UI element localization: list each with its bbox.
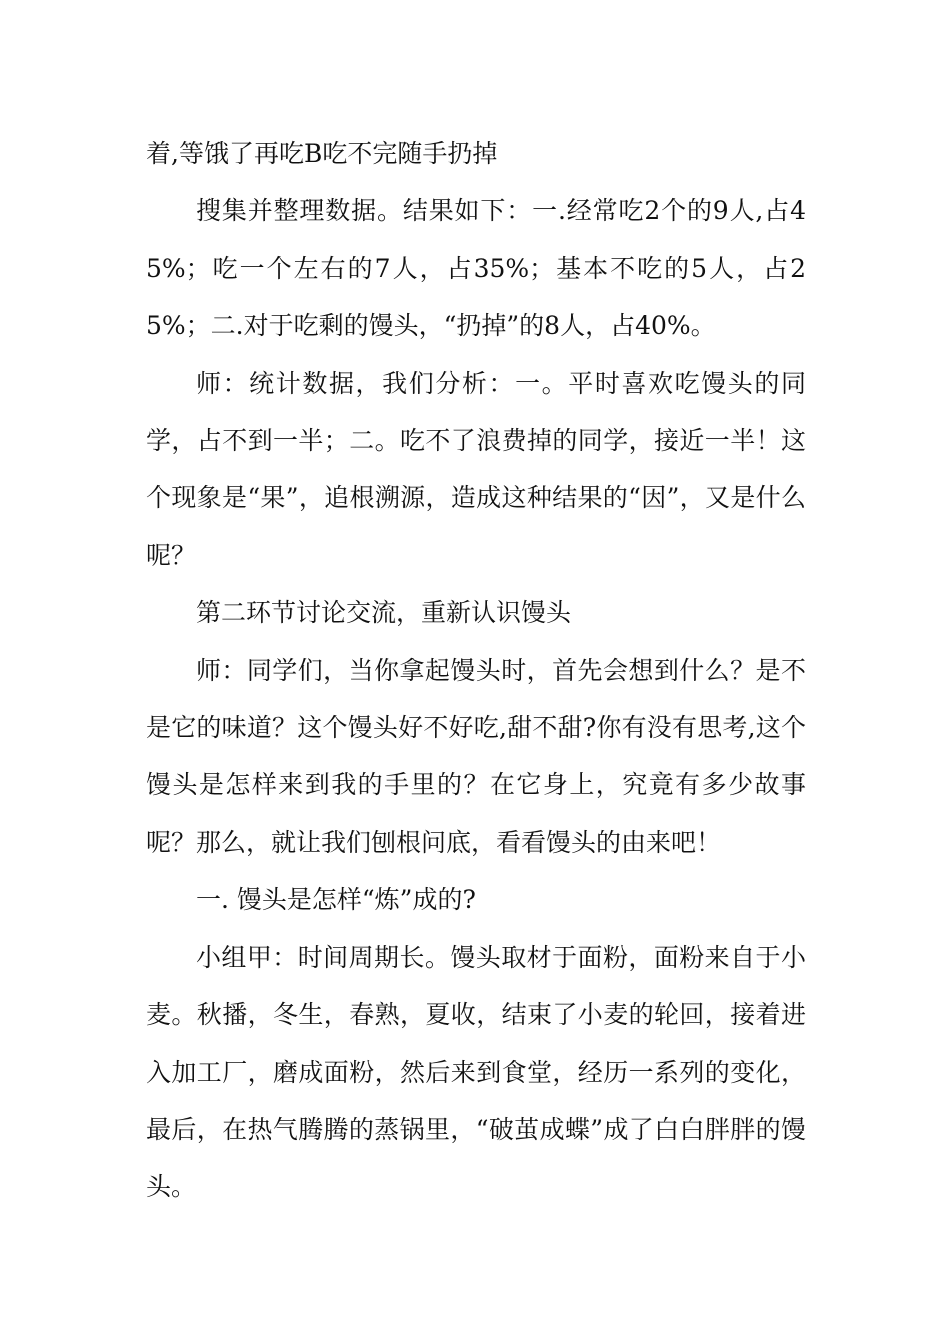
- subsection-heading: 一. 馒头是怎样“炼”成的?: [196, 885, 476, 915]
- body-text: [146, 125, 806, 1216]
- paragraph-5: 小组甲：时间周期长。馒头取材于面粉，面粉来自于小麦。秋播，冬生，春熟，夏收，结束了小麦的轮回，接着进入加工厂，磨成面粉，然后来到食堂，经历一系列的变化，最后，在热气腾腾的蒸锅里，“破茧成蝶”成了白白胖胖的馒头。: [146, 942, 806, 1202]
- paragraph-4: 师：同学们，当你拿起馒头时，首先会想到什么？是不是它的味道？这个馒头好不好吃,甜不甜?你有没有思考,这个馒头是怎样来到我的手里的？在它身上，究竟有多少故事呢？那么，就让我们刨根问底，看看馒头的由来吧！: [146, 655, 806, 857]
- paragraph-2: 搜集并整理数据。结果如下：一.经常吃2个的9人,占45%；吃一个左右的7人，占35%；基本不吃的5人，占25%；二.对于吃剩的馒头，“扔掉”的8人，占40%。: [146, 196, 806, 341]
- paragraph-1: 着,等饿了再吃B吃不完随手扔掉: [146, 139, 498, 168]
- paragraph-3: 师：统计数据，我们分析：一。平时喜欢吃馒头的同学，占不到一半；二。吃不了浪费掉的同学，接近一半！这个现象是“果”，追根溯源，造成这种结果的“因”，又是什么呢？: [146, 368, 806, 570]
- section-heading: 第二环节讨论交流，重新认识馒头: [196, 598, 572, 628]
